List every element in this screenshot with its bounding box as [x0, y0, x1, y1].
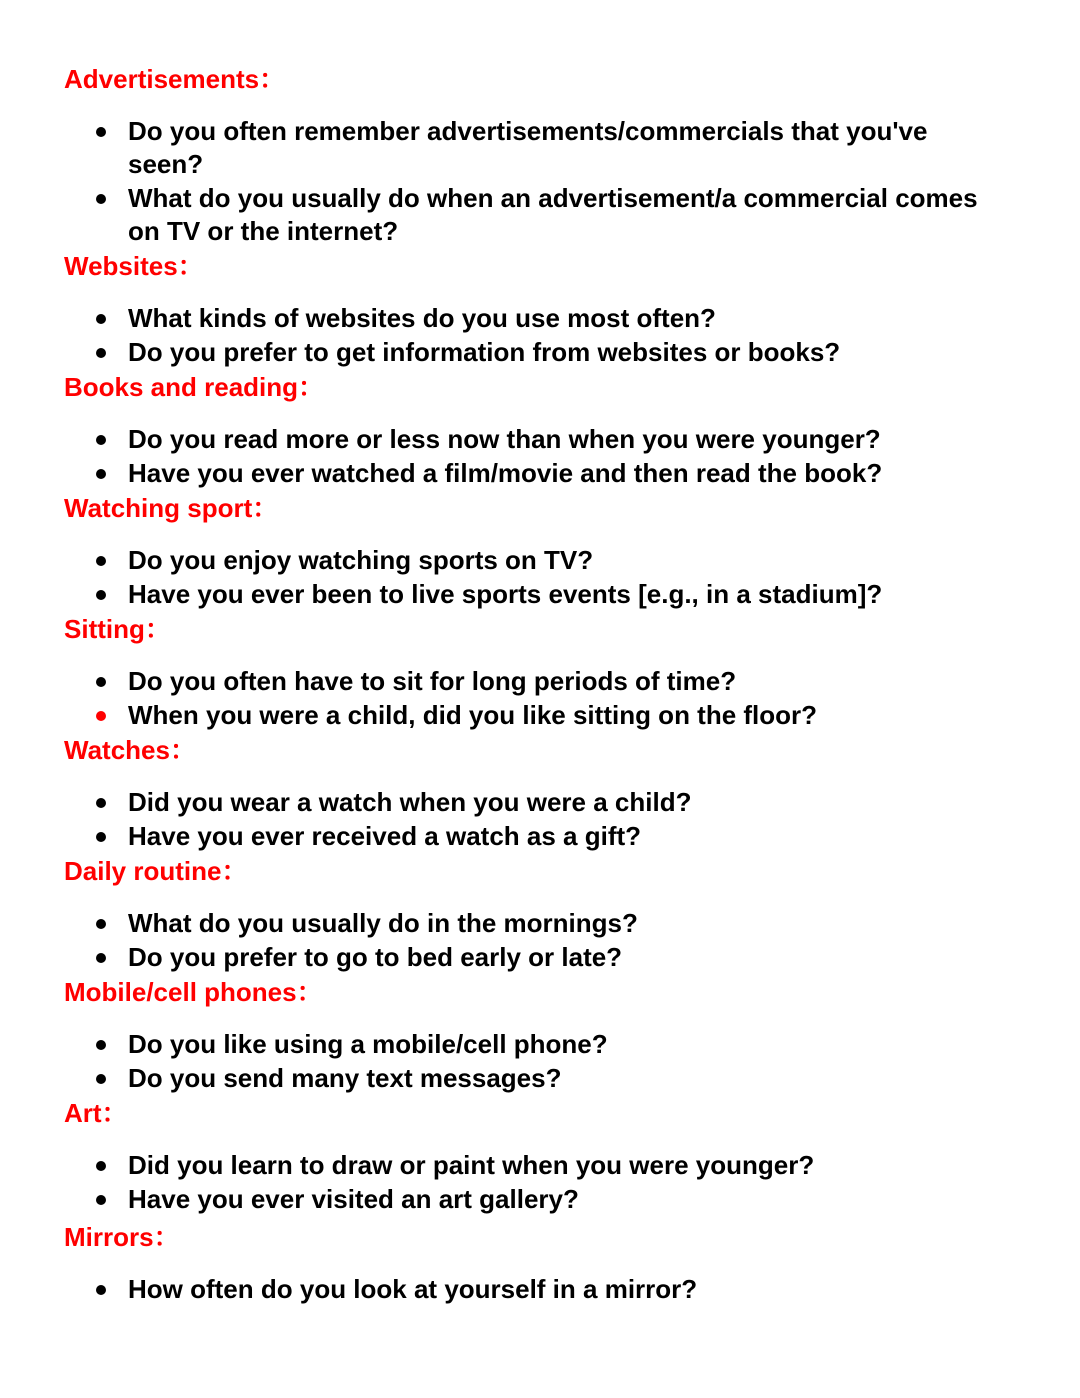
section-heading: Daily routine： — [64, 856, 248, 886]
question-text: Do you prefer to get information from websites or books? — [128, 337, 841, 367]
question-item — [128, 544, 1008, 577]
question-text: What kinds of websites do you use most often? — [128, 303, 716, 333]
bullet-icon — [96, 1195, 106, 1205]
question-list — [64, 1028, 1024, 1095]
question-item — [128, 578, 1008, 611]
bullet-icon — [96, 348, 106, 358]
question-item — [128, 115, 1008, 181]
section-heading: Watches： — [64, 735, 196, 765]
bullet-icon — [96, 469, 106, 479]
question-item — [128, 457, 1008, 490]
question-text: Do you like using a mobile/cell phone? — [128, 1029, 608, 1059]
question-item — [128, 1273, 1008, 1306]
bullet-icon — [96, 677, 106, 687]
bullet-icon — [96, 435, 106, 445]
question-list — [64, 786, 1024, 853]
section-heading: Websites： — [64, 251, 204, 281]
section-art — [64, 1096, 1024, 1216]
bullet-icon — [96, 832, 106, 842]
question-item — [128, 1183, 1008, 1216]
question-text: Did you wear a watch when you were a child? — [128, 787, 692, 817]
question-text: What do you usually do when an advertisement/a commercial comes on TV or the internet? — [128, 183, 978, 246]
question-item — [128, 302, 1008, 335]
question-item — [128, 699, 1008, 732]
section-daily-routine — [64, 854, 1024, 974]
question-list — [64, 115, 1024, 248]
bullet-icon — [96, 1161, 106, 1171]
bullet-icon — [96, 953, 106, 963]
bullet-icon — [96, 1040, 106, 1050]
section-watching-sport — [64, 491, 1024, 611]
question-list — [64, 302, 1024, 369]
section-advertisements — [64, 62, 1024, 248]
question-list — [64, 1273, 1024, 1306]
question-text: Do you often have to sit for long periods of time? — [128, 666, 737, 696]
bullet-icon — [96, 127, 106, 137]
question-text: Did you learn to draw or paint when you were younger? — [128, 1150, 815, 1180]
section-heading: Watching sport： — [64, 493, 279, 523]
section-heading: Advertisements： — [64, 64, 286, 94]
question-text: How often do you look at yourself in a mirror? — [128, 1274, 698, 1304]
bullet-icon — [96, 314, 106, 324]
question-item — [128, 907, 1008, 940]
question-item — [128, 1062, 1008, 1095]
section-sitting — [64, 612, 1024, 732]
section-heading: Books and reading： — [64, 372, 325, 402]
question-item — [128, 786, 1008, 819]
bullet-icon — [96, 798, 106, 808]
section-mobile-cell-phones — [64, 975, 1024, 1095]
question-text: When you were a child, did you like sitting on the floor? — [128, 700, 818, 730]
question-list — [64, 907, 1024, 974]
question-item — [128, 820, 1008, 853]
question-item — [128, 336, 1008, 369]
section-heading: Mobile/cell phones： — [64, 977, 323, 1007]
question-text: Have you ever visited an art gallery? — [128, 1184, 579, 1214]
bullet-icon — [96, 1074, 106, 1084]
bullet-icon — [96, 194, 106, 204]
section-heading: Art： — [64, 1098, 128, 1128]
question-item — [128, 941, 1008, 974]
bullet-icon — [96, 919, 106, 929]
question-item — [128, 665, 1008, 698]
question-list — [64, 665, 1024, 732]
section-heading: Sitting： — [64, 614, 171, 644]
question-text: Have you ever received a watch as a gift? — [128, 821, 642, 851]
bullet-icon — [96, 556, 106, 566]
question-text: Do you often remember advertisements/commercials that you've seen? — [128, 116, 928, 179]
section-heading: Mirrors： — [64, 1222, 180, 1252]
question-item — [128, 1028, 1008, 1061]
question-list — [64, 1149, 1024, 1216]
question-item — [128, 1149, 1008, 1182]
bullet-icon-highlight — [96, 711, 106, 721]
section-mirrors — [64, 1220, 1024, 1306]
bullet-icon — [96, 590, 106, 600]
question-text: Have you ever been to live sports events [e.g., in a stadium]? — [128, 579, 883, 609]
section-watches — [64, 733, 1024, 853]
question-text: Do you send many text messages? — [128, 1063, 562, 1093]
question-list — [64, 423, 1024, 490]
question-text: What do you usually do in the mornings? — [128, 908, 638, 938]
question-item — [128, 423, 1008, 456]
bullet-icon — [96, 1285, 106, 1295]
section-books-and-reading — [64, 370, 1024, 490]
question-text: Do you enjoy watching sports on TV? — [128, 545, 594, 575]
question-text: Do you prefer to go to bed early or late? — [128, 942, 623, 972]
question-text: Do you read more or less now than when you were younger? — [128, 424, 881, 454]
question-item — [128, 182, 1008, 248]
section-websites — [64, 249, 1024, 369]
question-text: Have you ever watched a film/movie and then read the book? — [128, 458, 883, 488]
question-document — [64, 62, 1024, 1307]
question-list — [64, 544, 1024, 611]
